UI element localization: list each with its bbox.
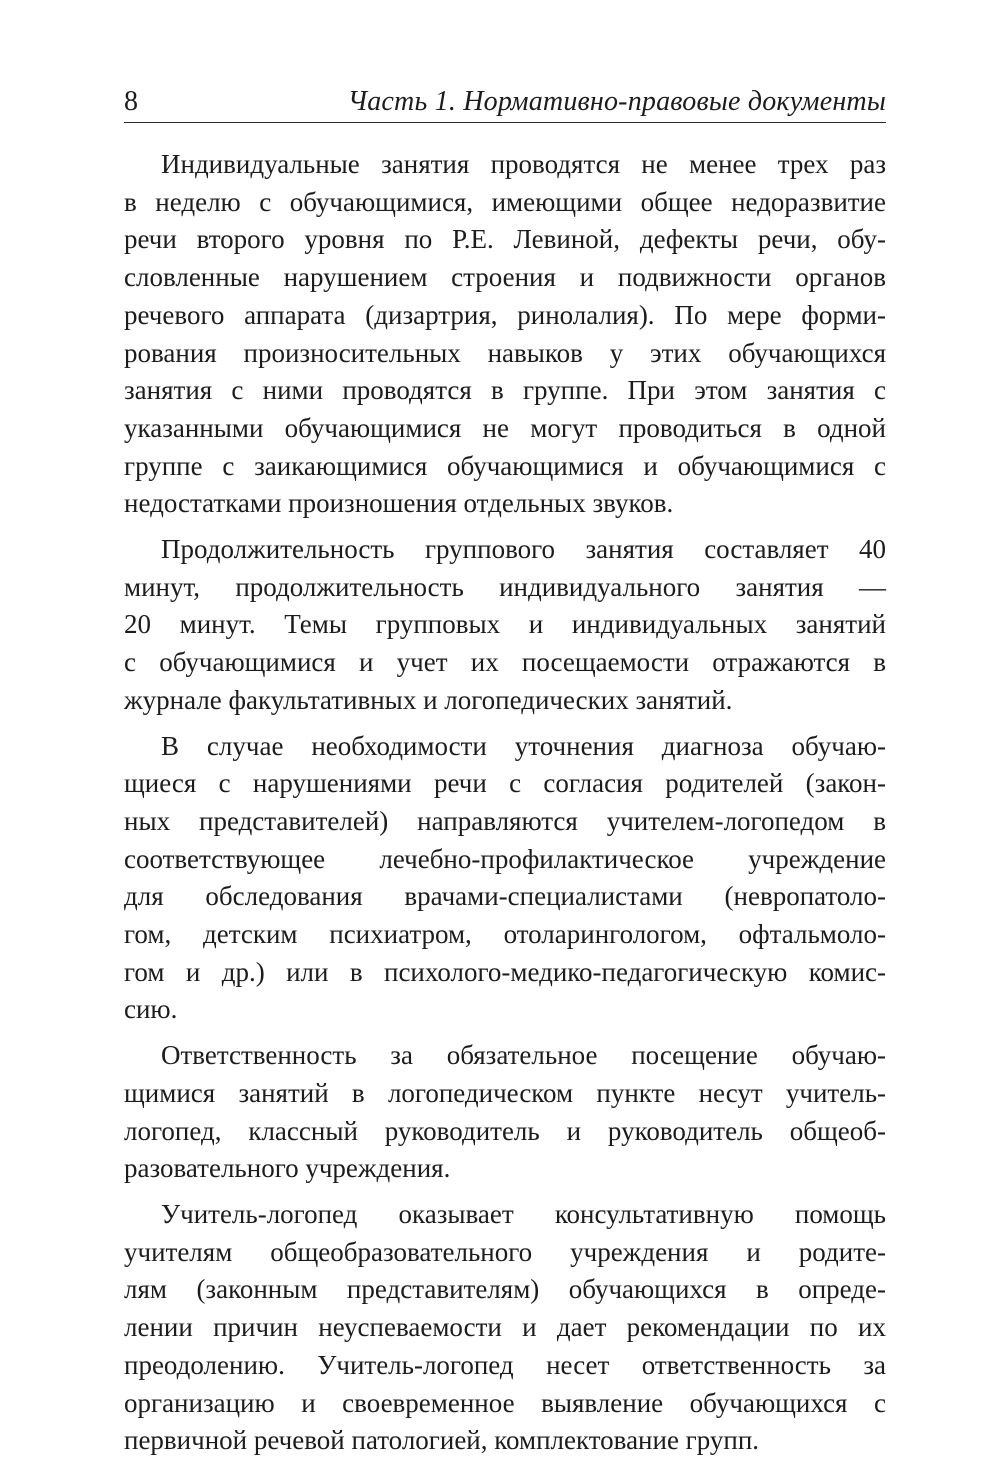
- text-line: разовательного учреждения.: [124, 1153, 451, 1184]
- text-line: Индивидуальные занятия проводятся не менее трех раз: [161, 149, 886, 179]
- body-text: [124, 146, 886, 1468]
- paragraph: [124, 531, 886, 720]
- paragraph: [124, 1196, 886, 1460]
- paragraph: [124, 728, 886, 1030]
- text-line: в неделю с обучающимися, имеющими общее недоразвитие: [124, 186, 886, 217]
- text-line: Продолжительность группового занятия составляет 40: [161, 534, 886, 565]
- text-line: группе с заикающимися обучающимися и обучающимися с: [124, 450, 886, 481]
- text-line: речи второго уровня по Р.Е. Левиной, дефекты речи, обу-: [124, 224, 886, 255]
- text-line: с обучающимися и учет их посещаемости отражаются в: [124, 647, 886, 678]
- text-line: организацию и своевременное выявление обучающихся с: [124, 1387, 886, 1418]
- text-line: Ответственность за обязательное посещение обучаю-: [161, 1040, 886, 1071]
- text-line: журнале факультативных и логопедических занятий.: [124, 684, 733, 715]
- text-line: преодолению. Учитель-логопед несет ответственность за: [124, 1349, 886, 1380]
- running-head: [124, 86, 886, 123]
- text-line: логопед, классный руководитель и руководитель общеоб-: [124, 1115, 886, 1146]
- paragraph: [124, 146, 886, 523]
- text-line: первичной речевой патологией, комплектование групп.: [124, 1425, 760, 1456]
- text-line: лении причин неуспеваемости и дает рекомендации по их: [124, 1312, 886, 1343]
- text-line: гом, детским психиатром, отоларингологом, офтальмоло-: [124, 919, 886, 950]
- chapter-title: Часть 1. Нормативно-правовые документы: [347, 86, 886, 117]
- text-line: щиеся с нарушениями речи с согласия родителей (закон-: [124, 768, 886, 799]
- page-number: 8: [124, 86, 138, 117]
- text-line: лям (законным представителям) обучающихся в опреде-: [124, 1274, 886, 1305]
- text-line: речевого аппарата (дизартрия, ринолалия). По мере форми-: [124, 299, 886, 330]
- text-line: указанными обучающимися не могут проводиться в одной: [124, 412, 886, 443]
- text-line: минут, продолжительность индивидуального занятия —: [124, 571, 886, 602]
- text-line: В случае необходимости уточнения диагноза обучаю-: [161, 730, 886, 761]
- text-line: рования произносительных навыков у этих обучающихся: [124, 337, 886, 368]
- text-line: щимися занятий в логопедическом пункте несут учитель-: [124, 1077, 886, 1108]
- paragraph: [124, 1037, 886, 1188]
- text-line: словленные нарушением строения и подвижности органов: [124, 262, 886, 293]
- text-line: сию.: [124, 994, 178, 1025]
- text-line: соответствующее лечебно-профилактическое учреждение: [124, 843, 886, 874]
- text-line: для обследования врачами-специалистами (невропатоло-: [124, 881, 886, 912]
- text-line: Учитель-логопед оказывает консультативную помощь: [161, 1198, 886, 1229]
- text-line: ных представителей) направляются учителем-логопедом в: [124, 805, 886, 836]
- text-line: недостатками произношения отдельных звуков.: [124, 488, 674, 519]
- text-line: 20 минут. Темы групповых и индивидуальных занятий: [124, 609, 886, 640]
- text-line: учителям общеобразовательного учреждения и родите-: [124, 1236, 886, 1267]
- text-line: занятия с ними проводятся в группе. При этом занятия с: [124, 375, 886, 406]
- text-line: гом и др.) или в психолого-медико-педагогическую комис-: [124, 956, 886, 987]
